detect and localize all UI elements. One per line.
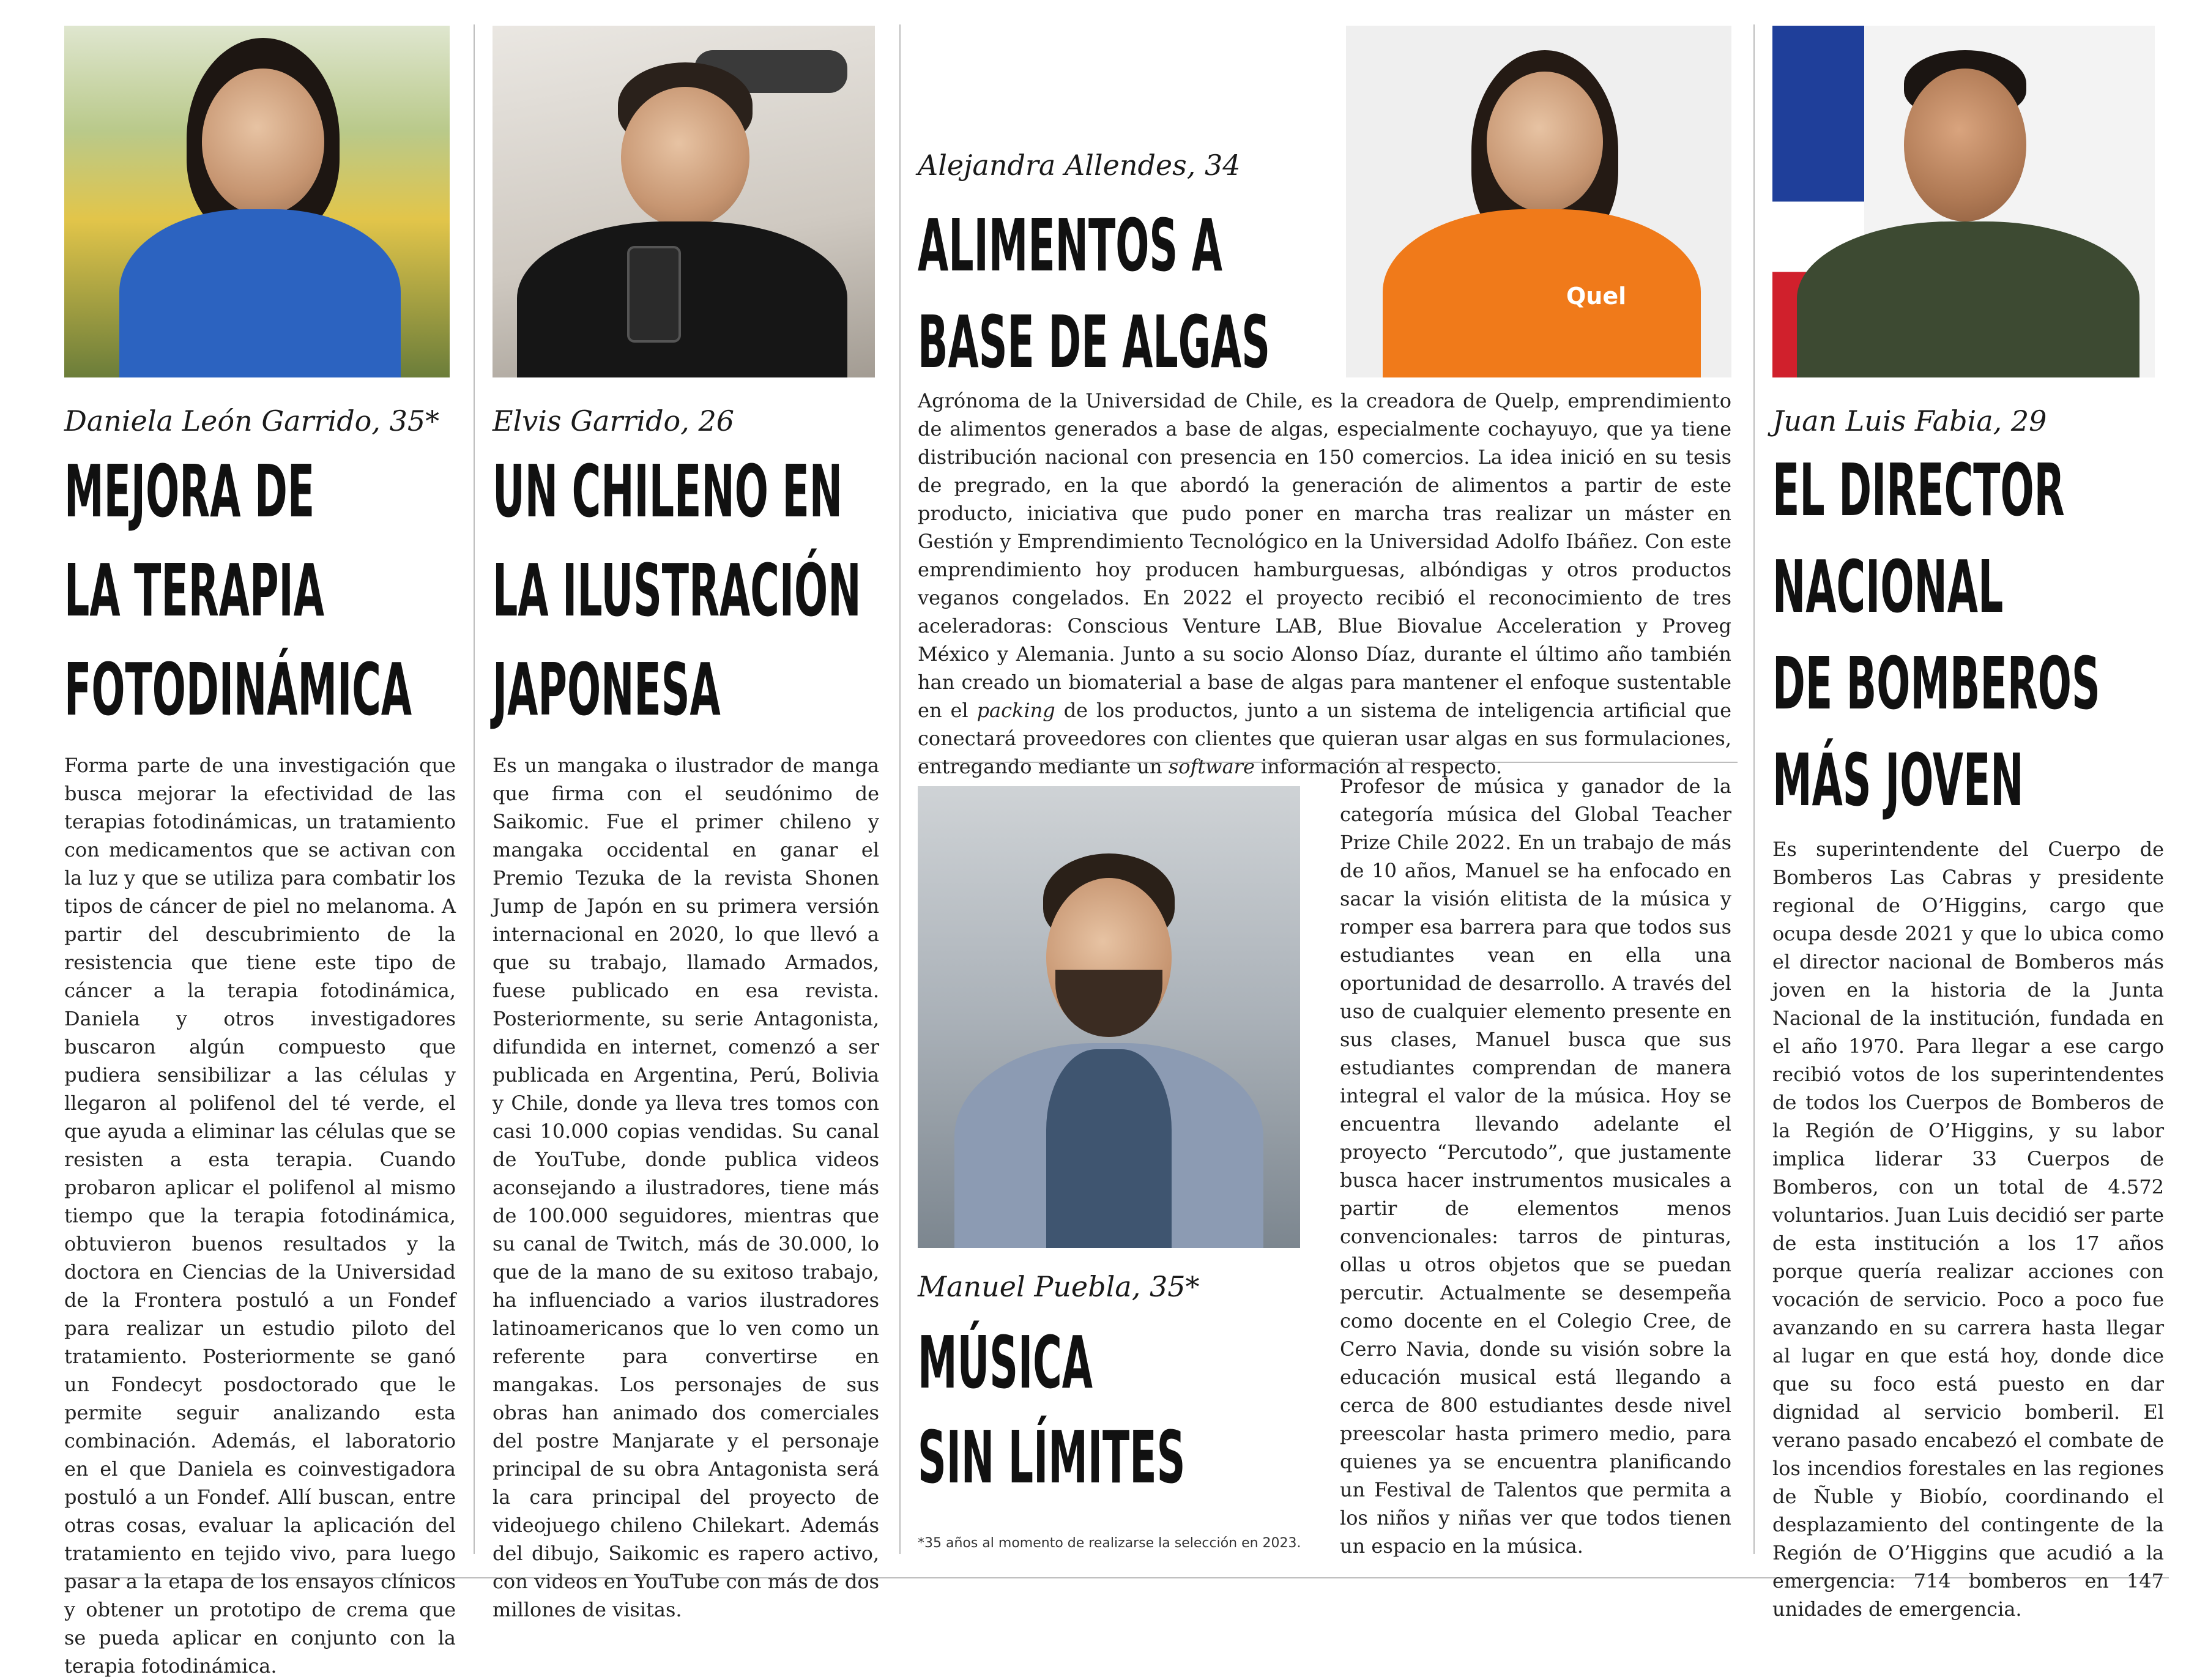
column-rule-3 (1753, 24, 1755, 1554)
alejandra-photo (1346, 26, 1731, 377)
headline-line: LA TERAPIA (64, 548, 324, 633)
juan-body: Es superintendente del Cuerpo de Bomberos Las Cabras y presidente regional de O’Higgins, cargo que ocupa desde 2021 y que lo ubica como el director nacional de Bomberos más joven en la historia de la Junta Nacional de la institución, fundada en el año 1970. Para llegar a ese cargo recibió votos de los superintendentes de todos los Cuerpos de Bomberos de la Región de O’Higgins, y su labor implica liderar 33 Cuerpos de Bomberos, con un total de 4.572 voluntarios. Juan Luis decidió ser parte de esta institución a los 17 años porque quería realizar acciones con vocación de servicio. Poco a poco fue avanzando en su carrera hasta llegar al lugar en que está hoy, donde dice que su foco está puesto en dar dignidad al servicio bomberil. El verano pasado encabezó el combate de los incendios forestales en las regiones de Ñuble y Biobío, coordinando el desplazamiento del contingente de la Región de O’Higgins que acudió a la emergencia: 714 bomberos en 147 unidades de emergencia. (1772, 838, 2164, 1621)
headline-line: DE BOMBEROS (1772, 641, 2100, 726)
alejandra-body-part: información al respecto. (1254, 755, 1503, 778)
alejandra-body (918, 387, 1731, 781)
headline-line: UN CHILENO EN (493, 449, 843, 533)
column-rule-1 (474, 24, 475, 1554)
juan-headline (1772, 442, 2100, 828)
elvis-photo (493, 26, 875, 377)
daniela-photo (64, 26, 450, 377)
daniela-byline: Daniela León Garrido, 35* (64, 404, 440, 437)
headline-line: SIN LÍMITES (918, 1415, 1186, 1500)
elvis-byline: Elvis Garrido, 26 (493, 404, 734, 437)
alejandra-body-part: Agrónoma de la Universidad de Chile, es la creadora de Quelp, emprendimiento de alimentos generados a base de algas, especialmente cochayuyo, que ya tiene distribución nacional con presencia en 150 comercios. La idea inició en su tesis de pregrado, en la que abordó la generación de alimentos a partir de este producto, iniciativa que pudo poner en marcha tras realizar un máster en Gestión y Emprendimiento Tecnológico en la Universidad Adolfo Ibáñez. Con este emprendimiento hoy producen hamburguesas, albóndigas y otros productos veganos congelados. En 2022 el proyecto recibió el reconocimiento de tres aceleradoras: Conscious Venture LAB, Blue Biovalue Acceleration y Proveg México y Alemania. Junto a su socio Alonso Díaz, durante el último año también han creado un biomaterial a base de algas para mantener el enfoque sustentable en el (918, 389, 1731, 722)
alejandra-byline: Alejandra Allendes, 34 (918, 149, 1241, 182)
manuel-sweater (1046, 1049, 1172, 1248)
headline-line: MÁS JOVEN (1772, 738, 2024, 822)
manuel-headline (918, 1315, 1185, 1505)
manuel-body: Profesor de música y ganador de la categoría música del Global Teacher Prize Chile 2022. En un trabajo de más de 10 años, Manuel se ha enfocado en sacar la visión elitista de la música y romper esa barrera para que todos sus estudiantes vean en ella una oportunidad de desarrollo. A través del uso de cualquier elemento presente en sus clases, Manuel busca que sus estudiantes comprendan de manera integral el valor de la música. Hoy se encuentra llevando adelante el proyecto “Percutodo”, que justamente busca hacer instrumentos musicales a partir de elementos menos convencionales: tarros de pinturas, ollas u otros objetos que se puedan percutir. Actualmente se desempeña como docente en el Colegio Cree, de Cerro Navia, donde su visión sobre la educación musical está llegando a cerca de 800 estudiantes desde nivel preescolar hasta primero medio, para quienes ya se encuentra planificando un Festival de Talentos que permita a los niños y niñas ver que todos tienen un espacio en la música. (1340, 775, 1731, 1558)
daniela-headline (64, 442, 412, 739)
headline-line: BASE DE ALGAS (918, 300, 1270, 384)
juan-byline: Juan Luis Fabia, 29 (1772, 404, 2047, 437)
manuel-byline: Manuel Puebla, 35* (918, 1270, 1200, 1303)
juan-photo (1772, 26, 2155, 377)
headline-line: LA ILUSTRACIÓN (493, 548, 861, 633)
elvis-shirt (517, 221, 847, 377)
column-rule-2 (899, 24, 901, 1554)
alejandra-hoodie (1383, 209, 1701, 377)
headline-line: NACIONAL (1772, 545, 2004, 629)
elvis-body: Es un mangaka o ilustrador de manga que firma con el seudónimo de Saikomic. Fue el primer chileno y mangaka occidental en ganar el Premio Tezuka de la revista Shonen Jump de Japón en su primera versión internacional en 2020, lo que llevó a que su trabajo, llamado Armados, fuese publicado en esa revista. Posteriormente, su serie Antagonista, difundida en internet, comenzó a ser publicada en Argentina, Perú, Bolivia y Chile, donde ya lleva tres tomos con casi 10.000 copias vendidas. Su canal de YouTube, donde publica videos aconsejando a ilustradores, tiene más de 100.000 seguidores, mientras que su canal de Twitch, más de 30.000, lo que de la mano de su exitoso trabajo, ha influenciado a varios ilustradores latinoamericanos que lo ven como un referente para convertirse en mangakas. Los personajes de sus obras han animado dos comerciales del postre Manjarate y el personaje principal de su obra Antagonista será la cara principal del proyecto de videojuego chileno Chilekart. Además del dibujo, Saikomic es rapero activo, con videos en YouTube con más de dos millones de visitas. (493, 754, 879, 1621)
alejandra-body-part: de los productos, junto a un sistema de inteligencia artificial que conectará proveedores con clientes que quieran usar algas en sus formulaciones, entregando mediante un (918, 699, 1731, 778)
daniela-shirt (119, 209, 401, 377)
footnote: *35 años al momento de realizarse la selección en 2023. (918, 1536, 1301, 1551)
daniela-body: Forma parte de una investigación que busca mejorar la efectividad de las terapias fotodinámicas, un tratamiento con medicamentos que se activan con la luz y que se utiliza para combatir los tipos de cáncer de piel no melanoma. A partir del descubrimiento de la resistencia que tiene este tipo de cáncer a la terapia fotodinámica, Daniela y otros investigadores buscaron algún compuesto que pudiera sensibilizar a las células y llegaron al polifenol del té verde, el que ayuda a eliminar las células que se resisten a esta terapia. Cuando probaron aplicar el polifenol al mismo tiempo que la terapia fotodinámica, obtuvieron buenos resultados y la doctora en Ciencias de la Universidad de la Frontera postuló a un Fondef para realizar un estudio piloto del tratamiento. Posteriormente se ganó un Fondecyt posdoctorado que le permite seguir analizando esta combinación. Además, el laboratorio en el que Daniela es coinvestigadora postuló a un Fondef. Allí buscan, entre otras cosas, evaluar la aplicación del tratamiento en tejido vivo, para luego pasar a la etapa de los ensayos clínicos y obtener un prototipo de crema que se pueda aplicar en conjunto con la terapia fotodinámica. (64, 754, 456, 1678)
headline-line: MEJORA DE (64, 449, 315, 533)
headline-line: MÚSICA (918, 1320, 1093, 1405)
headline-line: ALIMENTOS A (918, 203, 1222, 288)
manuel-photo (918, 786, 1300, 1248)
alejandra-body-italic: software (1168, 755, 1255, 778)
alejandra-body-italic: packing (976, 699, 1055, 722)
headline-line: EL DIRECTOR (1772, 448, 2065, 532)
phone (627, 246, 681, 343)
alejandra-headline (918, 197, 1270, 390)
hoodie-logo: Quel (1566, 283, 1627, 310)
headline-line: JAPONESA (493, 647, 721, 732)
juan-uniform (1797, 221, 2140, 377)
headline-line: FOTODINÁMICA (64, 647, 412, 732)
beard (1055, 970, 1162, 1037)
elvis-headline (493, 442, 861, 739)
